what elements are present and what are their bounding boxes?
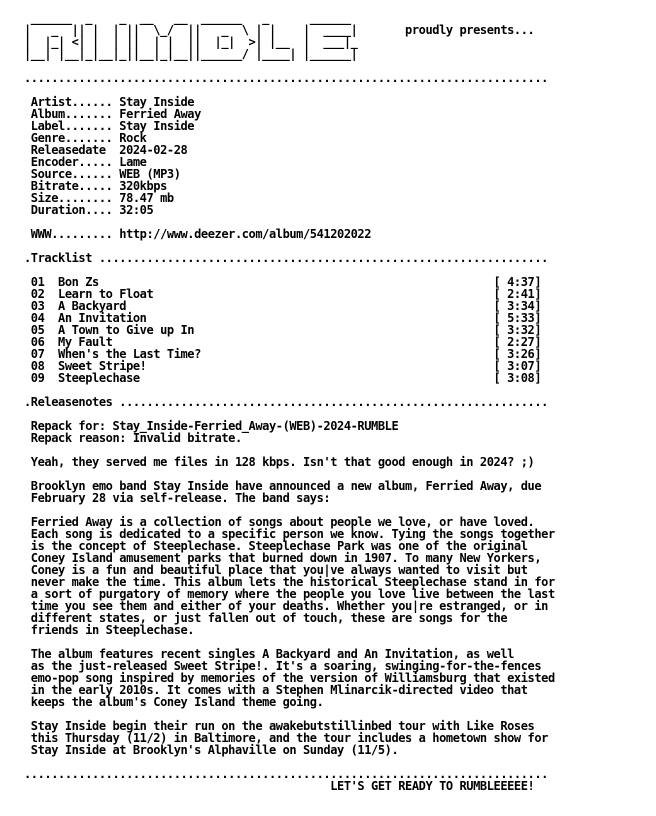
notes-line: different states, or just fallen out of touch, these are songs for the: [24, 611, 508, 625]
www-row: WWW......... http://www.deezer.com/album/541202022: [24, 227, 372, 241]
section-header-releasenotes: .Releasenotes ...............................................................: [24, 395, 548, 409]
notes-line: a sort of purgatory of memory where the people you love live between the last: [24, 587, 555, 601]
nfo-document: [24, 12, 555, 792]
ascii-logo-line: |__| |__|_|__|_||__|_|__||______/ |____| |______|: [24, 47, 358, 61]
release-info-row: Bitrate..... 320kbps: [24, 179, 167, 193]
notes-line: never make the time. This album lets the historical Steeplechase stand in for: [24, 575, 555, 589]
release-info-row: Source...... WEB (MP3): [24, 167, 181, 181]
notes-line: Stay Inside at Brooklyn's Alphaville on Sunday (11/5).: [24, 743, 399, 757]
track-row: 05 A Town to Give up In [ 3:32]: [24, 323, 542, 337]
release-info-row: Label....... Stay Inside: [24, 119, 195, 133]
track-row: 06 My Fault [ 2:27]: [24, 335, 542, 349]
notes-line: Brooklyn emo band Stay Inside have announced a new album, Ferried Away, due: [24, 479, 542, 493]
track-row: 09 Steeplechase [ 3:08]: [24, 371, 542, 385]
release-info-row: Encoder..... Lame: [24, 155, 147, 169]
separator-top: .............................................................................: [24, 71, 548, 85]
notes-line: Coney Island amusement parks that burned down in 1907. To many New Yorkers,: [24, 551, 542, 565]
ascii-logo-line: | |_| <| | | || | | || |_| >| |__ | ___|_: [24, 35, 358, 49]
release-info-row: Artist...... Stay Inside: [24, 95, 195, 109]
notes-line: friends in Steeplechase.: [24, 623, 195, 637]
track-row: 03 A Backyard [ 3:34]: [24, 299, 542, 313]
release-info-row: Size........ 78.47 mb: [24, 191, 174, 205]
notes-line: Coney is a fun and beautiful place that you|ve always wanted to visit but: [24, 563, 528, 577]
track-row: 07 When's the Last Time? [ 3:26]: [24, 347, 542, 361]
repack-for: Repack for: Stay_Inside-Ferried_Away-(WEB)-2024-RUMBLE: [24, 419, 399, 433]
notes-line: this Thursday (11/2) in Baltimore, and the tour includes a hometown show for: [24, 731, 548, 745]
repack-reason: Repack reason: Invalid bitrate.: [24, 431, 242, 445]
repack-comment: Yeah, they served me files in 128 kbps. Isn't that good enough in 2024? ;): [24, 455, 535, 469]
notes-line: The album features recent singles A Backyard and An Invitation, as well: [24, 647, 514, 661]
notes-line: Stay Inside begin their run on the awakebutstillinbed tour with Like Roses: [24, 719, 535, 733]
release-info-row: Genre....... Rock: [24, 131, 147, 145]
release-info-row: Releasedate 2024-02-28: [24, 143, 188, 157]
separator-bottom: .............................................................................: [24, 767, 548, 781]
release-info-row: Album....... Ferried Away: [24, 107, 201, 121]
notes-line: Each song is dedicated to a specific person we know. Tying the songs together: [24, 527, 555, 541]
notes-line: emo-pop song inspired by memories of the version of Williamsburg that existed: [24, 671, 555, 685]
notes-line: February 28 via self-release. The band says:: [24, 491, 331, 505]
track-row: 01 Bon Zs [ 4:37]: [24, 275, 542, 289]
notes-line: is the concept of Steeplechase. Steeplechase Park was one of the original: [24, 539, 528, 553]
track-row: 02 Learn to Float [ 2:41]: [24, 287, 542, 301]
notes-line: Ferried Away is a collection of songs about people we love, or have loved.: [24, 515, 535, 529]
notes-line: as the just-released Sweet Stripe!. It's a soaring, swinging-for-the-fences: [24, 659, 542, 673]
track-row: 04 An Invitation [ 5:33]: [24, 311, 542, 325]
ascii-logo-line: ______ _ _ __ __ ______ _ ______: [24, 11, 351, 25]
track-row: 08 Sweet Stripe! [ 3:07]: [24, 359, 542, 373]
notes-line: time you see them and either of your deaths. Whether you|re estranged, or in: [24, 599, 548, 613]
section-header-tracklist: .Tracklist ..................................................................: [24, 251, 548, 265]
notes-line: in the early 2010s. It comes with a Stephen Mlinarcik-directed video that: [24, 683, 528, 697]
ascii-logo-line: | _ || | | || \_/ || _ \ | | | ____| proudly presents...: [24, 23, 535, 37]
release-info-row: Duration.... 32:05: [24, 203, 154, 217]
notes-line: keeps the album's Coney Island theme going.: [24, 695, 324, 709]
footer-shout: LET'S GET READY TO RUMBLEEEEE!: [24, 779, 535, 793]
